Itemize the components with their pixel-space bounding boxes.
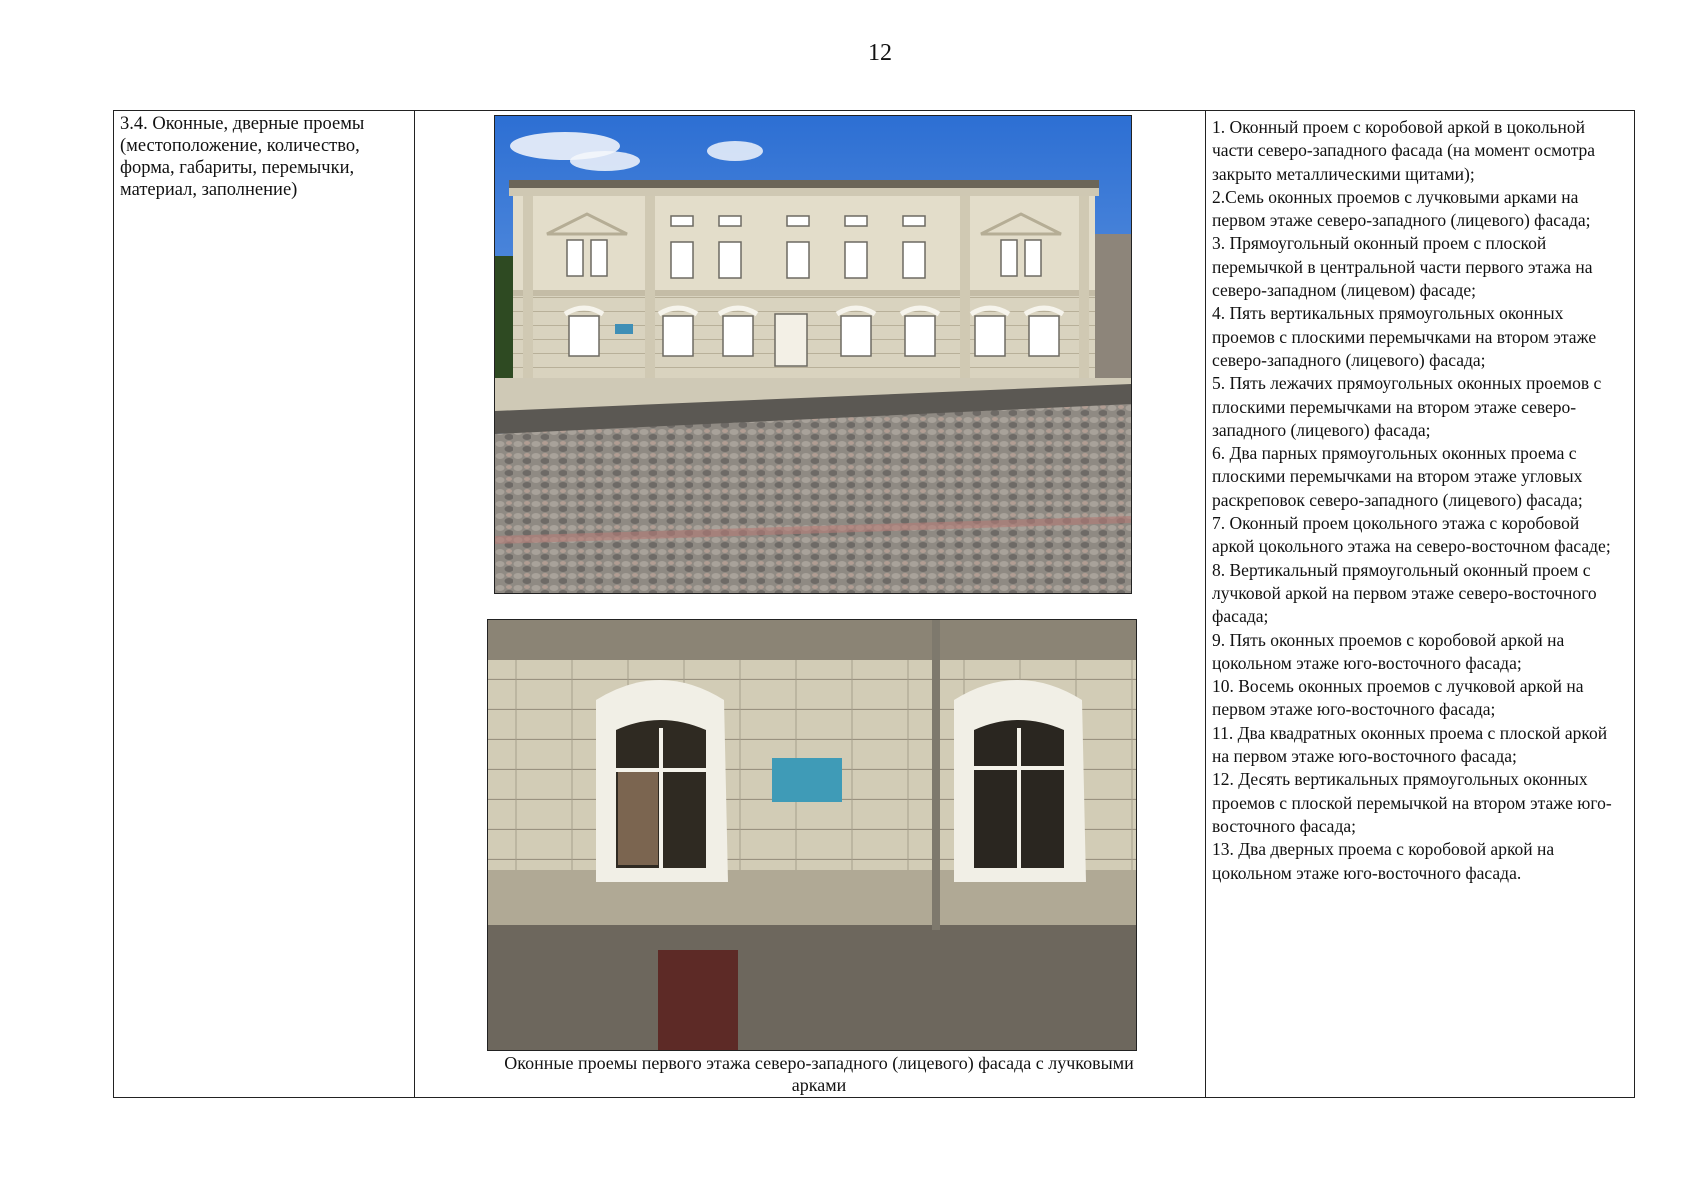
photo-caption: Оконные проемы первого этажа северо-западного (лицевого) фасада с лучковыми арками: [504, 1053, 1134, 1095]
facade-photo: [494, 115, 1132, 594]
list-item: 2.Семь оконных проемов с лучковыми арками на первом этаже северо-западного (лицевого) фасада;: [1212, 186, 1591, 231]
list-item: 8. Вертикальный прямоугольный оконный проем с лучковой аркой на первом этаже северо-восточного фасада;: [1212, 559, 1597, 627]
list-item: 6. Два парных прямоугольных оконных проема с плоскими перемычками на втором этаже угловых раскреповок северо-западного (лицевого) фасада;: [1212, 443, 1583, 510]
list-item: 11. Два квадратных оконных проема с плоской аркой на первом этаже юго-восточного фасада;: [1212, 722, 1608, 767]
list-item: 10. Восемь оконных проемов с лучковой аркой на первом этаже юго-восточного фасада;: [1212, 676, 1584, 720]
description-table: [113, 110, 1635, 1098]
page-number: 12: [868, 40, 892, 66]
column-divider-1: [414, 111, 415, 1097]
list-item: 4. Пять вертикальных прямоугольных оконных проемов с плоскими перемычками на втором этаже северо-западного (лицевого) фасада;: [1212, 303, 1597, 370]
list-item: 12. Десять вертикальных прямоугольных оконных проемов с плоской перемычкой на втором этаже юго-восточного фасада;: [1212, 769, 1612, 836]
windows-closeup-photo: [487, 619, 1137, 1051]
column-divider-2: [1205, 111, 1206, 1097]
list-item: 9. Пять оконных проемов с коробовой аркой на цокольном этаже юго-восточного фасада;: [1212, 629, 1565, 673]
items-list: [1212, 116, 1624, 885]
list-item: 3. Прямоугольный оконный проем с плоской перемычкой в центральной части первого этажа на северо-западном (лицевом) фасаде;: [1212, 233, 1593, 301]
list-item: 13. Два дверных проема с коробовой аркой на цокольном этаже юго-восточного фасада.: [1212, 839, 1555, 883]
list-item: 1. Оконный проем с коробовой аркой в цокольной части северо-западного фасада (на момент осмотра закрыто металлическими щитами);: [1212, 117, 1596, 184]
list-item: 7. Оконный проем цокольного этажа с коробовой аркой цокольного этажа на северо-восточном фасаде;: [1212, 513, 1611, 557]
list-item: 5. Пять лежачих прямоугольных оконных проемов с плоскими перемычками на втором этаже северо-западного (лицевого) фасада;: [1212, 373, 1602, 440]
section-heading: 3.4. Оконные, дверные проемы (местоположение, количество, форма, габариты, перемычки, материал, заполнение): [120, 114, 365, 200]
